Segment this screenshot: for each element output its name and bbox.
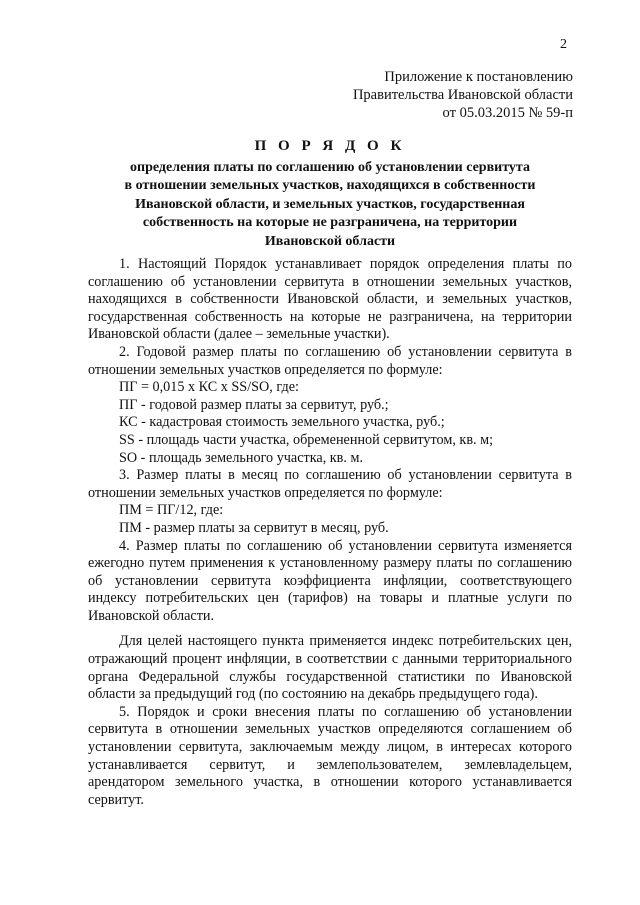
title-main: П О Р Я Д О К <box>254 138 406 154</box>
appendix-line: от 05.03.2015 № 59-п <box>442 105 573 121</box>
title-line: определения платы по соглашению об установлении сервитута <box>130 159 530 175</box>
definition-pg: ПГ - годовой размер платы за сервитут, руб.; <box>119 396 389 413</box>
paragraph-4: 4. Размер платы по соглашению об установлении сервитута изменяется ежегодно путем применения к установленному размеру платы по соглашению об установлении сервитута коэффициента инфляции, соответствующего индексу потребительских цен (тарифов) на товары и платные услуги по Ивановской области. <box>88 537 572 624</box>
document-title <box>100 137 560 251</box>
definition-pm: ПМ - размер платы за сервитут в месяц, руб. <box>119 519 389 536</box>
page-number: 2 <box>560 37 567 52</box>
definition-so: SO - площадь земельного участка, кв. м. <box>119 449 363 466</box>
paragraph-2: 2. Годовой размер платы по соглашению об установлении сервитута в отношении земельных участков определяется по формуле: <box>88 343 572 378</box>
title-line: в отношении земельных участков, находящихся в собственности <box>124 178 536 193</box>
appendix-header <box>353 68 573 122</box>
title-line: Ивановской области <box>264 233 396 249</box>
title-line: Ивановской области, и земельных участков, государственная <box>135 196 525 212</box>
document-body <box>88 256 572 809</box>
definition-ks: КС - кадастровая стоимость земельного участка, руб.; <box>119 414 445 431</box>
paragraph-5: 5. Порядок и сроки внесения платы по соглашению об установлении сервитута в отношении земельных участков определяются соглашением об установлении сервитута, заключаемым между лицом, в интересах которого устанавливается сервитут, и землепользователем, землевладельцем, арендатором земельного участка, в отношении которого устанавливается сервитут. <box>88 703 572 808</box>
title-line: собственность на которые не разграничена, на территории <box>142 215 518 230</box>
formula-annual: ПГ = 0,015 х КС х SS/SO, где: <box>119 379 299 396</box>
appendix-line: Приложение к постановлению <box>384 69 573 85</box>
paragraph-4b: Для целей настоящего пункта применяется индекс потребительских цен, отражающий процент инфляции, в соответствии с данными территориального органа Федеральной службы государственной статистики по Ивановской области за предыдущий год (по состоянию на декабрь предыдущего года). <box>88 633 572 703</box>
appendix-line: Правительства Ивановской области <box>352 87 573 103</box>
paragraph-1: 1. Настоящий Порядок устанавливает порядок определения платы по соглашению об установлении сервитута в отношении земельных участков, находящихся в собственности Ивановской области, и земельных участков, государственная собственность на которые не разграничена, на территории Ивановской области (далее – земельные участки). <box>88 256 572 343</box>
paragraph-3: 3. Размер платы в месяц по соглашению об установлении сервитута в отношении земельных участков определяется по формуле: <box>88 467 572 501</box>
definition-ss: SS - площадь части участка, обремененной сервитутом, кв. м; <box>119 431 494 448</box>
formula-monthly: ПМ = ПГ/12, где: <box>119 502 224 519</box>
